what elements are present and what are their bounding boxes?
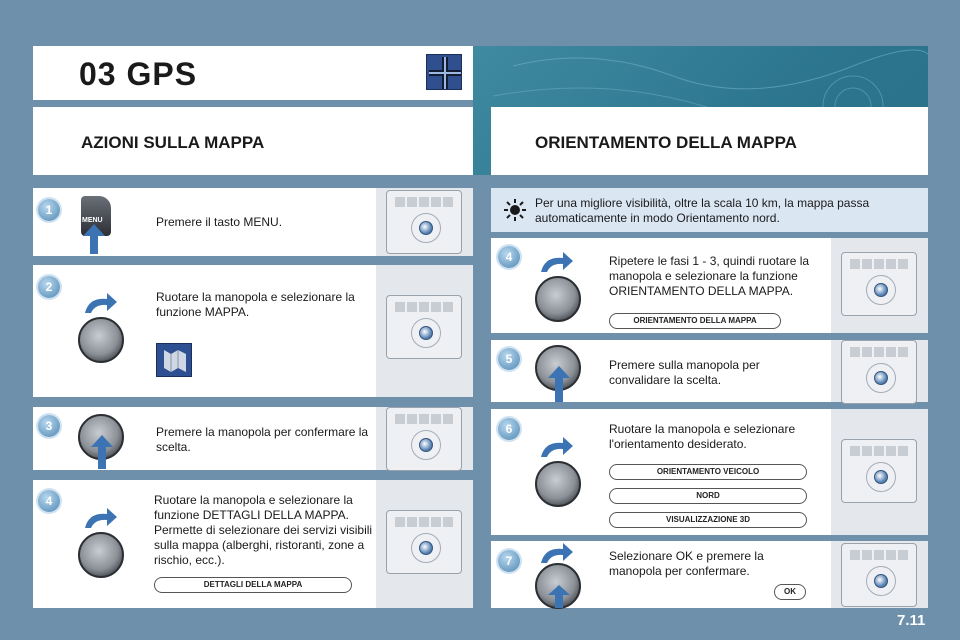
right-step-4 xyxy=(491,238,928,333)
chapter-title: 03 GPS xyxy=(79,56,198,92)
radio-unit-area xyxy=(831,340,928,402)
press-arrow-icon xyxy=(548,366,570,402)
step-text: Premere sulla manopola per convalidare la scelta. xyxy=(609,358,760,387)
right-step-7 xyxy=(491,541,928,608)
info-sun-icon xyxy=(503,198,527,222)
step-text: Ruotare la manopola e selezionare l'orientamento desiderato. xyxy=(609,422,796,451)
right-step-6 xyxy=(491,409,928,535)
rotate-arrow-icon xyxy=(83,291,119,315)
radio-unit-illustration xyxy=(841,439,917,503)
radio-unit-illustration xyxy=(386,295,462,359)
radio-unit-illustration xyxy=(841,252,917,316)
radio-unit-illustration xyxy=(386,510,462,574)
press-arrow-icon xyxy=(83,224,105,254)
left-step-3 xyxy=(33,407,473,470)
press-arrow-icon xyxy=(91,435,113,469)
radio-unit-area xyxy=(376,188,473,256)
dial-knob-icon xyxy=(78,317,124,363)
step-text: Selezionare OK e premere la manopola per confermare. xyxy=(609,549,764,578)
gps-crossroad-icon xyxy=(426,54,462,90)
radio-unit-area xyxy=(831,238,928,333)
step-text: Ruotare la manopola e selezionare la funzione DETTAGLI DELLA MAPPA. Permette di selezionare dei servizi visibili sulla mappa (alberghi, ristoranti, zone a rischio, ecc.). xyxy=(154,493,373,567)
info-box xyxy=(491,188,928,232)
menu-option-pill: DETTAGLI DELLA MAPPA xyxy=(154,577,352,593)
rotate-arrow-icon xyxy=(539,250,575,274)
step-number-badge: 5 xyxy=(498,348,520,370)
option-pill-vehicle: ORIENTAMENTO VEICOLO xyxy=(609,464,807,480)
menu-button-label: MENU xyxy=(82,217,103,224)
option-pill-3d: VISUALIZZAZIONE 3D xyxy=(609,512,807,528)
step-text: Ripetere le fasi 1 - 3, quindi ruotare la manopola e selezionare la funzione ORIENTAMENTO DELLA MAPPA. xyxy=(609,254,810,298)
radio-unit-illustration xyxy=(841,340,917,404)
step-text: Premere il tasto MENU. xyxy=(156,215,283,229)
dial-knob-icon xyxy=(78,532,124,578)
right-section-title: ORIENTAMENTO DELLA MAPPA xyxy=(535,133,797,152)
title-panel xyxy=(33,46,473,100)
radio-unit-area xyxy=(376,407,473,470)
radio-unit-area xyxy=(831,541,928,608)
left-step-2 xyxy=(33,265,473,397)
radio-unit-area xyxy=(831,409,928,535)
dial-knob-icon xyxy=(535,461,581,507)
radio-unit-illustration xyxy=(841,543,917,607)
step-number-badge: 7 xyxy=(498,550,520,572)
step-number-badge: 2 xyxy=(38,276,60,298)
left-section-header xyxy=(33,107,473,175)
right-section-header xyxy=(491,107,928,175)
step-text: Ruotare la manopola e selezionare la funzione MAPPA. xyxy=(156,290,355,319)
radio-unit-area xyxy=(376,480,473,608)
left-section-title: AZIONI SULLA MAPPA xyxy=(81,133,265,152)
step-text: Premere la manopola per confermare la scelta. xyxy=(156,425,369,454)
dial-knob-icon xyxy=(535,276,581,322)
page-number: 7.11 xyxy=(897,612,926,629)
menu-option-pill: ORIENTAMENTO DELLA MAPPA xyxy=(609,313,781,329)
rotate-arrow-icon xyxy=(539,541,575,565)
radio-unit-illustration xyxy=(386,407,462,471)
map-function-icon xyxy=(156,343,192,377)
option-pill-north: NORD xyxy=(609,488,807,504)
right-step-5 xyxy=(491,340,928,402)
radio-unit-area xyxy=(376,265,473,397)
step-number-badge: 4 xyxy=(498,246,520,268)
radio-unit-illustration xyxy=(386,190,462,254)
rotate-arrow-icon xyxy=(539,435,575,459)
step-number-badge: 1 xyxy=(38,199,60,221)
left-step-4 xyxy=(33,480,473,608)
ok-option-pill: OK xyxy=(774,584,806,600)
step-number-badge: 4 xyxy=(38,490,60,512)
press-arrow-icon xyxy=(548,585,570,608)
step-number-badge: 6 xyxy=(498,418,520,440)
step-number-badge: 3 xyxy=(38,415,60,437)
left-step-1 xyxy=(33,188,473,256)
info-text: Per una migliore visibilità, oltre la scala 10 km, la mappa passa automaticamente in modo Orientamento nord. xyxy=(535,196,870,225)
rotate-arrow-icon xyxy=(83,506,119,530)
